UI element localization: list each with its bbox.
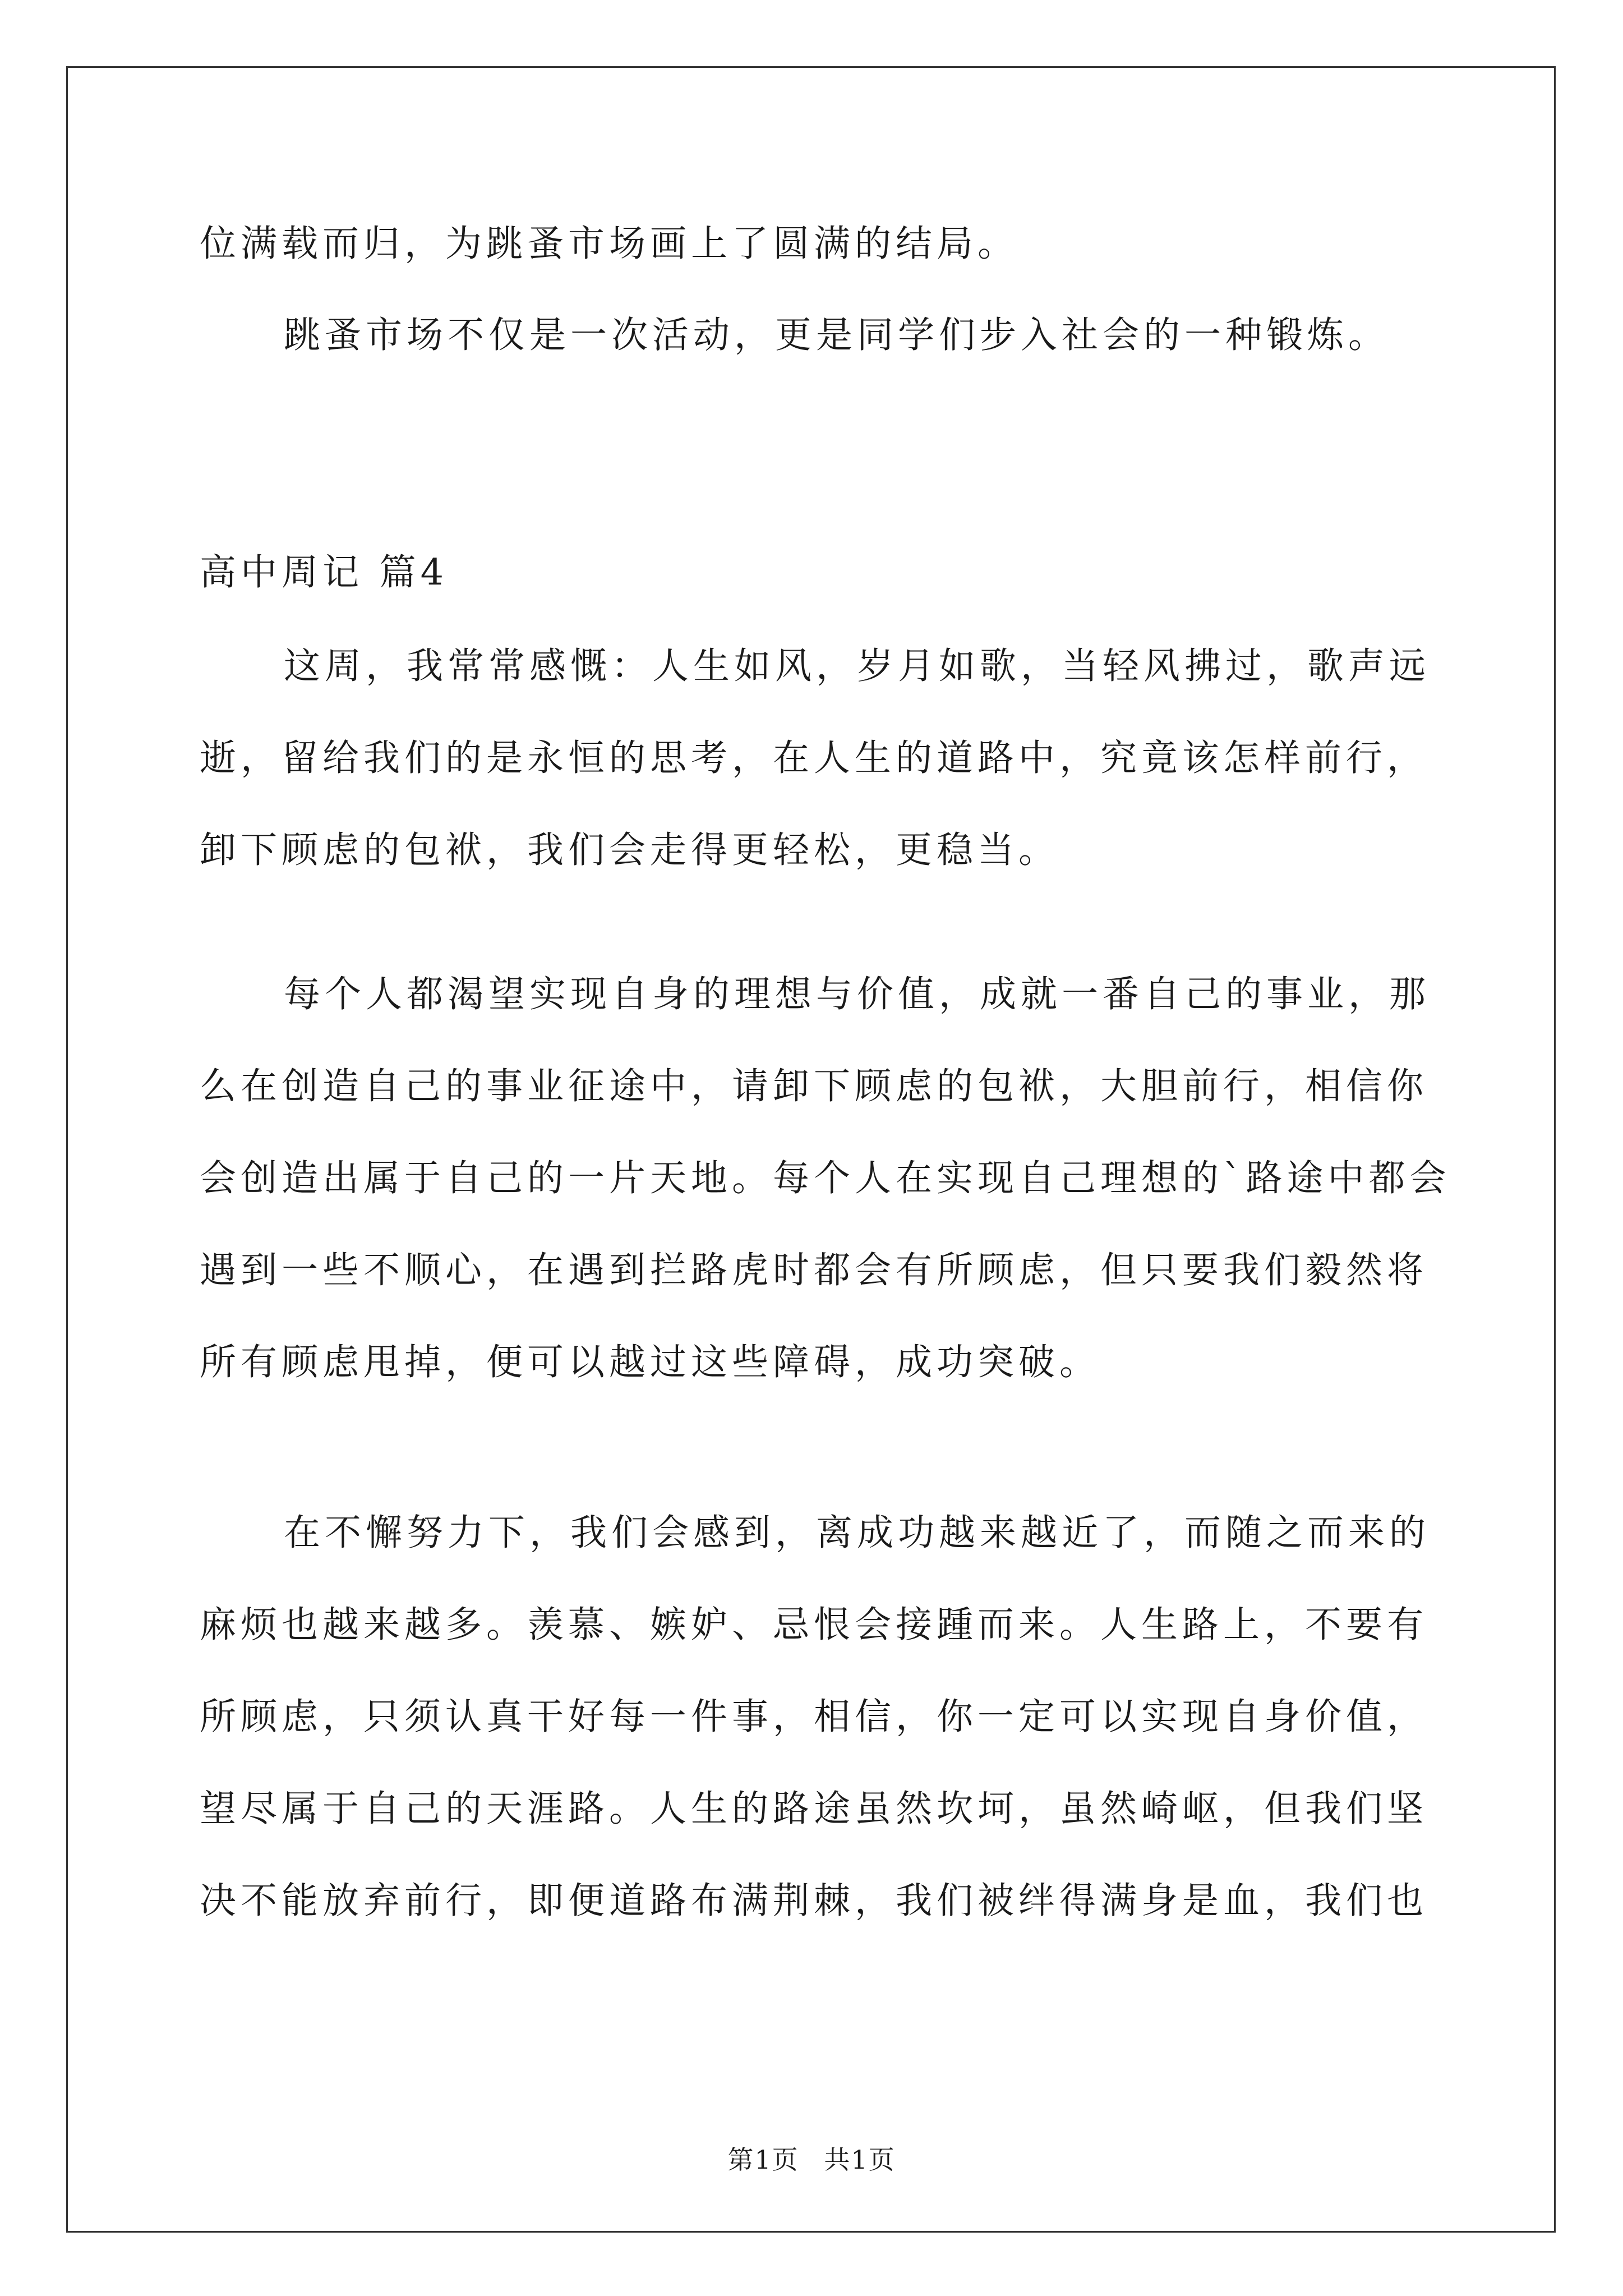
text-line: 所顾虑，只须认真干好每一件事，相信，你一定可以实现自身价值，: [200, 1696, 1428, 1738]
text-line: 在不懈努力下，我们会感到，离成功越来越近了，而随之而来的: [284, 1512, 1431, 1554]
paragraph-ideals: [200, 970, 1451, 1387]
text-line: 会创造出属于自己的一片天地。每个人在实现自己理想的`路途中都会: [200, 1157, 1451, 1199]
text-line: 所有顾虑甩掉，便可以越过这些障碍，成功突破。: [200, 1341, 1101, 1383]
section-heading: [200, 549, 1433, 597]
text-line: 每个人都渴望实现自身的理想与价值，成就一番自己的事业，那: [284, 973, 1431, 1015]
text-line: 这周，我常常感慨：人生如风，岁月如歌，当轻风拂过，歌声远: [284, 645, 1431, 687]
paragraph-intro: [200, 642, 1433, 875]
page-footer: [0, 2143, 1623, 2177]
text-line: 位满载而归，为跳蚤市场画上了圆满的结局。: [200, 223, 1019, 265]
text-line: 么在创造自己的事业征途中，请卸下顾虑的包袱，大胆前行，相信你: [200, 1065, 1428, 1107]
page-total: 共1页: [824, 2145, 896, 2175]
text-line: 决不能放弃前行，即便道路布满荆棘，我们被绊得满身是血，我们也: [200, 1880, 1428, 1922]
text-line: 逝，留给我们的是永恒的思考，在人生的道路中，究竟该怎样前行，: [200, 737, 1428, 779]
text-line: 卸下顾虑的包袱，我们会走得更轻松，更稳当。: [200, 829, 1060, 871]
text-line: 跳蚤市场不仅是一次活动，更是同学们步入社会的一种锻炼。: [284, 314, 1390, 356]
text-line: 遇到一些不顺心，在遇到拦路虎时都会有所顾虑，但只要我们毅然将: [200, 1249, 1428, 1291]
text-line: 麻烦也越来越多。羡慕、嫉妒、忌恨会接踵而来。人生路上，不要有: [200, 1604, 1428, 1646]
paragraph-perseverance: [200, 1509, 1433, 1925]
paragraph-continuation: [200, 220, 1433, 268]
page-number: 第1页: [727, 2145, 799, 2175]
heading-text: 高中周记 篇4: [200, 551, 449, 593]
paragraph-summary: [200, 311, 1433, 360]
text-line: 望尽属于自己的天涯路。人生的路途虽然坎坷，虽然崎岖，但我们坚: [200, 1788, 1428, 1830]
